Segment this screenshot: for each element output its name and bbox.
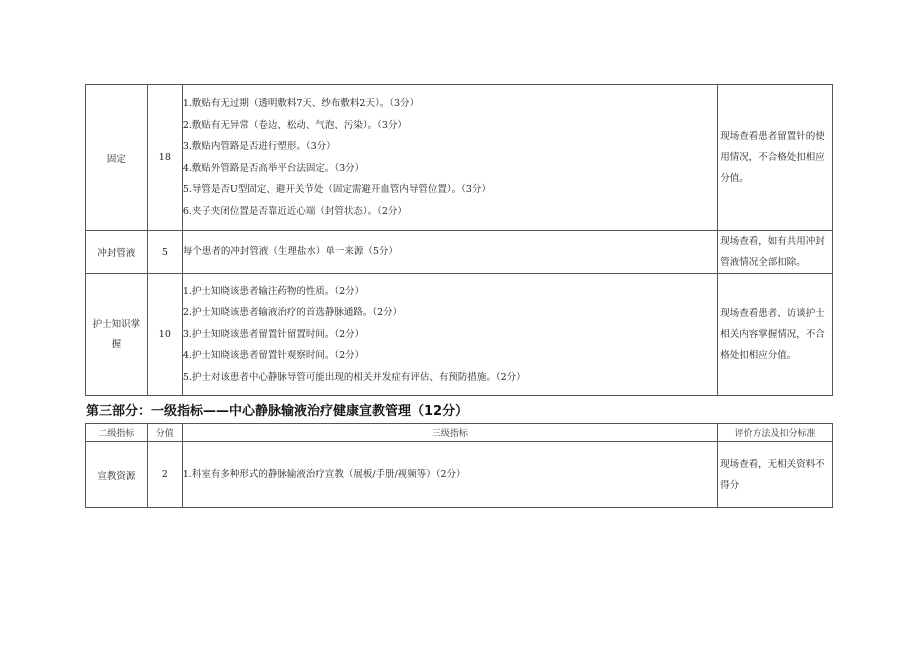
score: 18 xyxy=(147,85,182,231)
header-method: 评价方法及扣分标准 xyxy=(718,424,833,442)
level2-name: 冲封管液 xyxy=(86,231,148,274)
table-row xyxy=(86,274,833,396)
header-score: 分值 xyxy=(147,424,182,442)
score: 10 xyxy=(147,274,182,396)
item-line: 2.敷贴有无异常（卷边、松动、气泡、污染）。（3分） xyxy=(182,119,407,131)
level3-items xyxy=(182,85,717,231)
item-line: 6.夹子夹闭位置是否靠近近心端（封管状态）。（2分） xyxy=(182,205,407,217)
score: 5 xyxy=(147,231,182,274)
evaluation-method: 现场查看，无相关资料不得分 xyxy=(718,442,833,508)
table-row xyxy=(86,85,833,231)
evaluation-method: 现场查看，如有共用冲封管液情况全部扣除。 xyxy=(718,231,833,274)
table-row xyxy=(86,442,833,508)
score: 2 xyxy=(147,442,182,508)
item-line: 4.敷贴外管路是否高举平台法固定。（3分） xyxy=(182,162,365,174)
item-line: 1.护士知晓该患者输注药物的性质。（2分） xyxy=(182,285,365,297)
item-line: 每个患者的冲封管液（生理盐水）单一来源（5分） xyxy=(182,246,398,258)
level2-name: 护士知识掌握 xyxy=(86,274,148,396)
evaluation-method: 现场查看患者、访谈护士相关内容掌握情况，不合格处扣相应分值。 xyxy=(718,274,833,396)
evaluation-method: 现场查看患者留置针的使用情况，不合格处扣相应分值。 xyxy=(718,85,833,231)
item-line: 1.敷贴有无过期（透明敷料7天、纱布敷料2天）。（3分） xyxy=(182,98,420,109)
level2-name: 固定 xyxy=(86,85,148,231)
item-line: 3.护士知晓该患者留置针留置时间。（2分） xyxy=(182,328,365,340)
item-line: 2.护士知晓该患者输液治疗的首选静脉通路。（2分） xyxy=(182,307,403,319)
header-level2: 二级指标 xyxy=(86,424,148,442)
level3-items xyxy=(182,442,717,508)
level3-items xyxy=(182,231,717,274)
section-heading: 第三部分：一级指标——中心静脉输液治疗健康宣教管理（12分） xyxy=(86,404,469,419)
level2-name: 宣教资源 xyxy=(86,442,148,508)
part3-table xyxy=(85,423,833,508)
part2-continued-table xyxy=(85,84,833,396)
header-level3: 三级指标 xyxy=(182,424,717,442)
item-line: 5.护士对该患者中心静脉导管可能出现的相关并发症有评估、有预防措施。（2分） xyxy=(182,371,526,383)
item-line: 3.敷贴内管路是否进行塑形。（3分） xyxy=(182,141,336,152)
table-row xyxy=(86,231,833,274)
item-line: 4.护士知晓该患者留置针观察时间。（2分） xyxy=(182,350,365,362)
table-header-row xyxy=(86,424,833,442)
level3-items xyxy=(182,274,717,396)
item-line: 5.导管是否U型固定、避开关节处（固定需避开血管内导管位置）。（3分） xyxy=(182,184,491,195)
item-line: 1.科室有多种形式的静脉输液治疗宣教（展板/手册/视频等）（2分） xyxy=(182,468,466,480)
